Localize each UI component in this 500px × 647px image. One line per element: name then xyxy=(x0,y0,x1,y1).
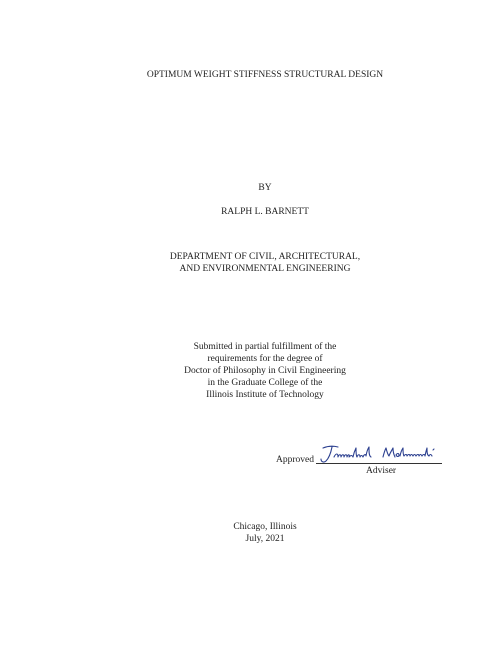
author-name: RALPH L. BARNETT xyxy=(221,207,309,217)
thesis-title: OPTIMUM WEIGHT STIFFNESS STRUCTURAL DESIGN xyxy=(146,70,384,80)
submission-line-1: Submitted in partial fulfillment of the xyxy=(193,342,337,352)
submission-line-5: Illinois Institute of Technology xyxy=(206,390,324,400)
signature-line xyxy=(316,463,442,464)
by-label: BY xyxy=(258,183,272,193)
location-date-block xyxy=(0,521,500,545)
thesis-title-block xyxy=(0,69,500,81)
department-line-1: DEPARTMENT OF CIVIL, ARCHITECTURAL, xyxy=(169,252,361,262)
adviser-label: Adviser xyxy=(366,466,397,476)
submission-line-2: requirements for the degree of xyxy=(207,354,323,364)
submission-line-3: Doctor of Philosophy in Civil Engineering xyxy=(184,366,346,376)
approved-label: Approved xyxy=(276,455,314,465)
by-block xyxy=(0,182,500,194)
approval-block xyxy=(276,443,446,479)
adviser-signature xyxy=(319,443,443,465)
submission-date: July, 2021 xyxy=(245,534,285,544)
location-city: Chicago, Illinois xyxy=(233,522,297,532)
submission-statement xyxy=(0,341,500,401)
department-block xyxy=(0,251,500,275)
author-block xyxy=(0,206,500,218)
submission-line-4: in the Graduate College of the xyxy=(207,378,323,388)
department-line-2: AND ENVIRONMENTAL ENGINEERING xyxy=(179,264,351,274)
